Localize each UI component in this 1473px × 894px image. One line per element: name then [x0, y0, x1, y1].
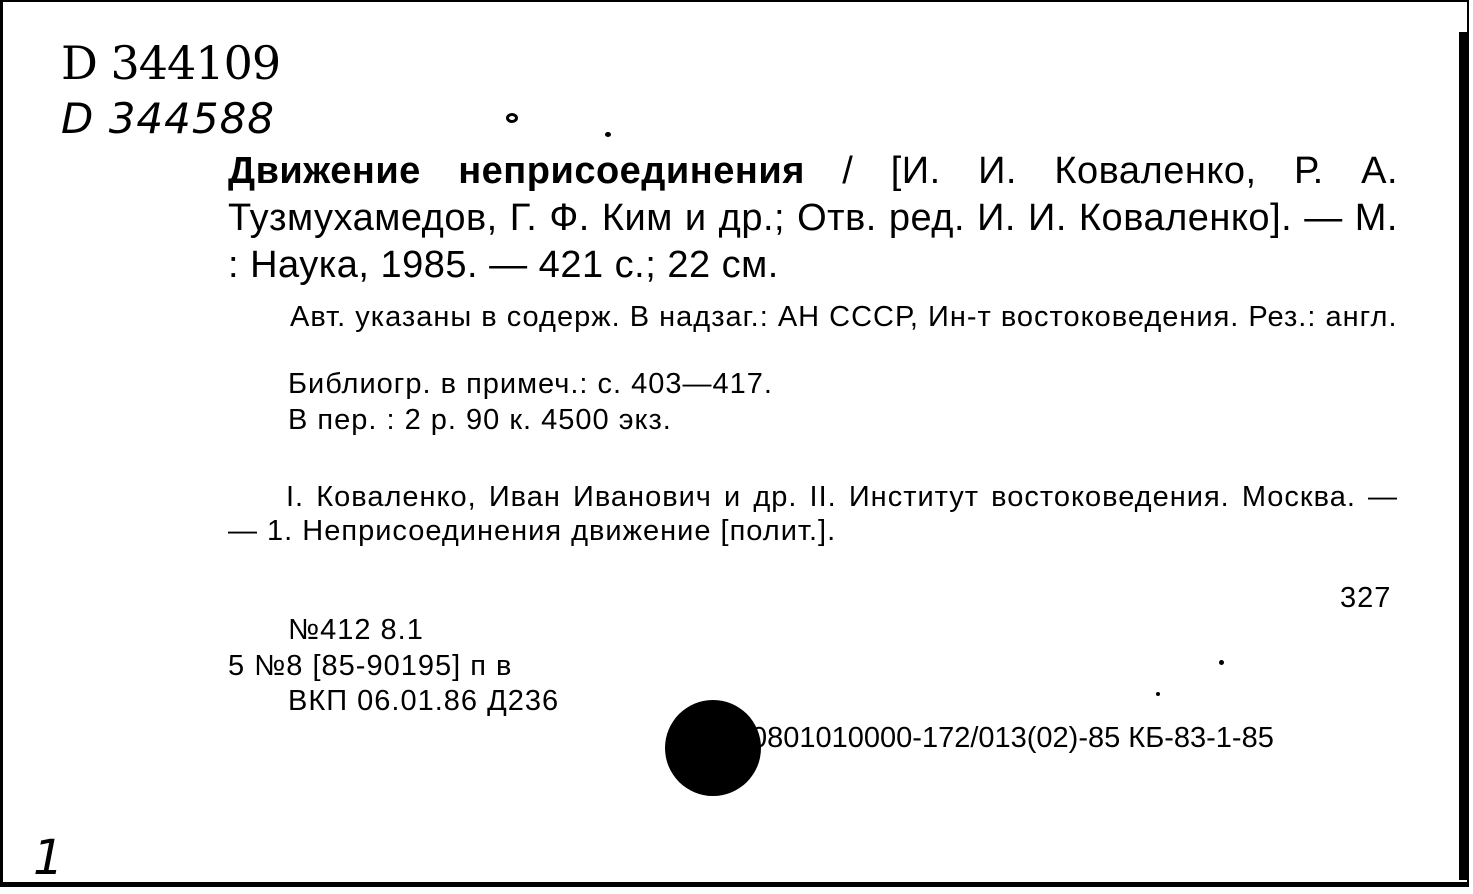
- bottom-code: 0801010000-172/013(02)-85 КБ-83-1-85: [751, 722, 1274, 754]
- handwritten-mark: 1: [33, 830, 65, 886]
- note-authors: Авт. указаны в содерж. В надзаг.: АН СССР, Ин-т востоковедения. Рез.: англ.: [290, 301, 1398, 333]
- call-number-2: D 344588: [61, 94, 276, 143]
- ink-ring-mark: [506, 113, 518, 123]
- note-bibliography: Библиогр. в примеч.: с. 403—417.: [288, 368, 773, 400]
- registry-line-3: ВКП 06.01.86 Д236: [288, 685, 560, 717]
- classification-number: 327: [1340, 582, 1392, 614]
- ink-speck: [1219, 660, 1224, 665]
- title-responsibility: / [И. И. Коваленко, Р. А. Тузмухамедов, Г. Ф. Ким и др.; Отв. ред. И. И. Коваленко]. — М. : Наука, 1985. — 421 с.; 22 см.: [228, 150, 1399, 286]
- bibliographic-title: [228, 148, 1398, 289]
- call-number-1: D 344109: [61, 36, 281, 90]
- subject-headings: I. Коваленко, Иван Иванович и др. II. Институт востоковедения. Москва. — — 1. Неприсоединения движение [полит.].: [228, 481, 1398, 547]
- note-price: В пер. : 2 р. 90 к. 4500 экз.: [288, 404, 672, 436]
- ink-speck: [605, 132, 611, 137]
- registry-line-1: №412 8.1: [288, 614, 424, 646]
- registry-line-2: 5 №8 [85-90195] п в: [228, 650, 513, 682]
- right-edge-border: [1459, 32, 1467, 880]
- ink-speck: [1156, 692, 1160, 696]
- title-main: Движение неприсоединения: [228, 150, 805, 192]
- ink-blot: [665, 700, 761, 796]
